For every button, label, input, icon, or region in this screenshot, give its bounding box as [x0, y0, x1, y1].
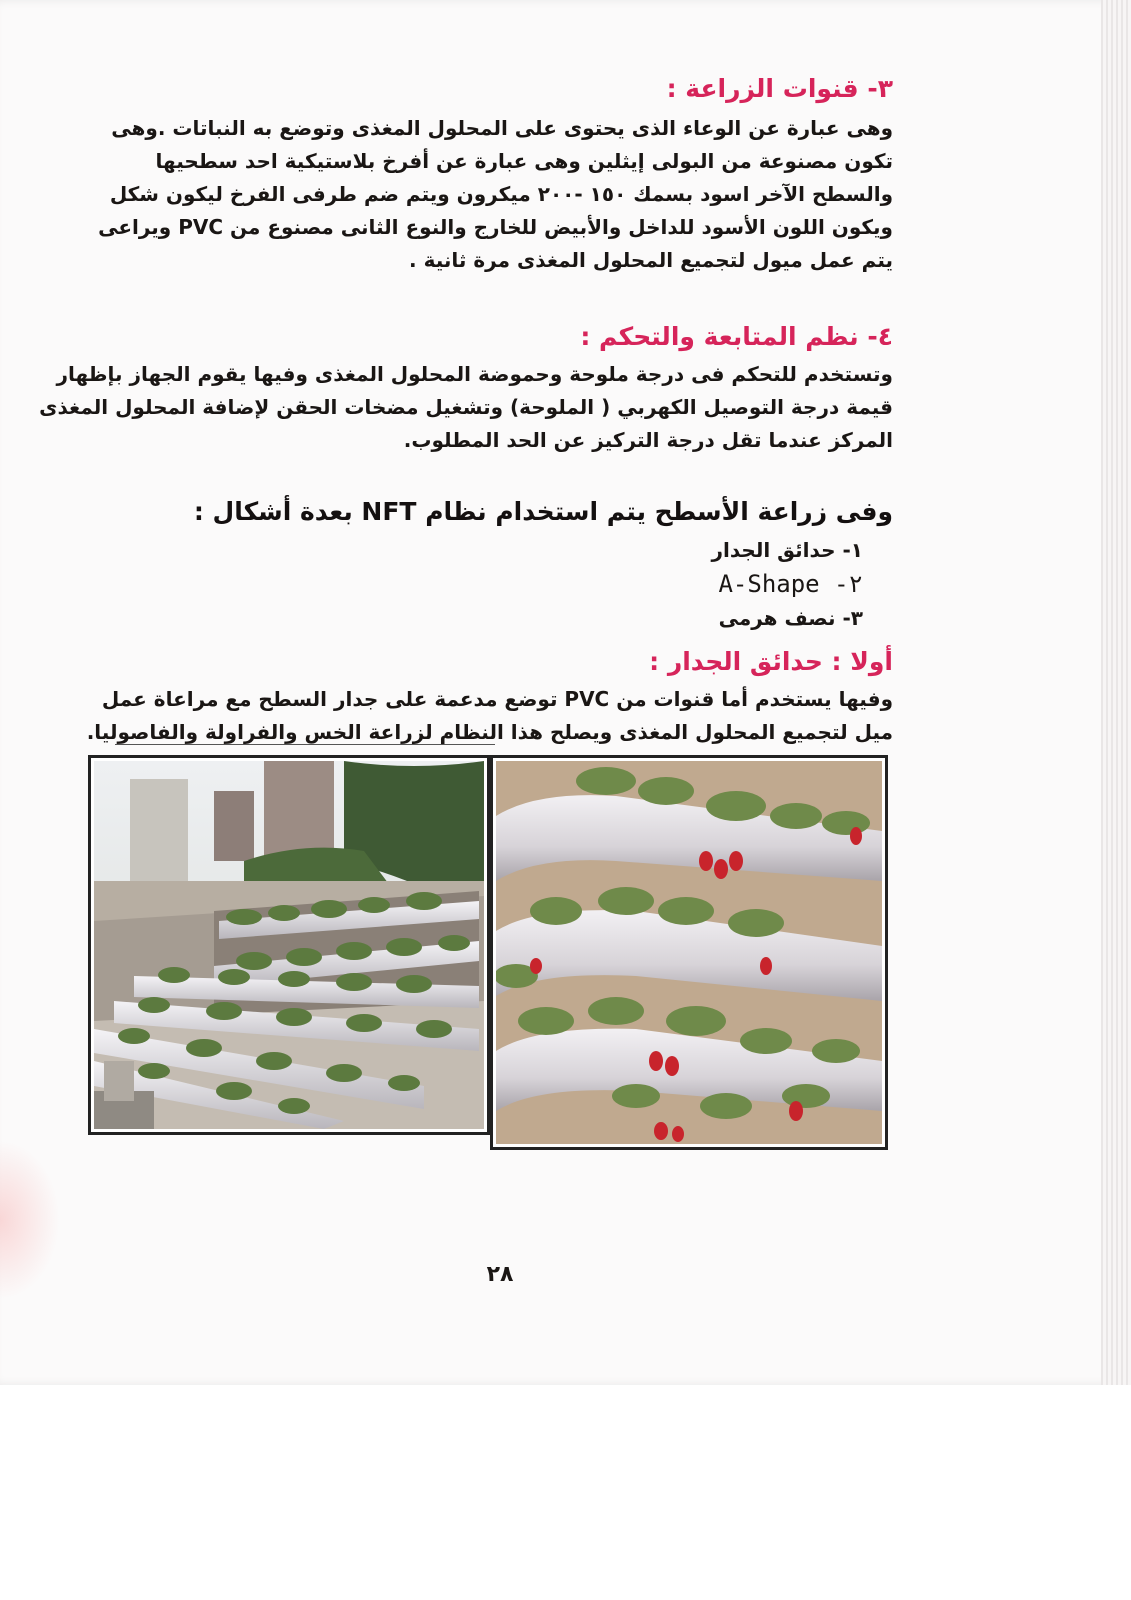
- section-3: [98, 72, 893, 277]
- wall-gardens-line-1: وفيها يستخدم أما قنوات من PVC توضع مدعمة على جدار السطح مع مراعاة عمل: [101, 687, 893, 711]
- photo-top-rule: [115, 744, 495, 745]
- rooftop-heading: وفى زراعة الأسطح يتم استخدام نظام NFT بعدة أشكال :: [193, 497, 893, 526]
- rooftop-item-1: ١- حدائق الجدار: [711, 538, 863, 562]
- rooftop-item-3: ٣- نصف هرمى: [718, 606, 863, 630]
- section-3-line-5: يتم عمل ميول لتجميع المحلول المغذى مرة ثانية .: [409, 248, 893, 272]
- strawberry-pvc-image: [496, 761, 882, 1144]
- wall-gardens-heading: أولا : حدائق الجدار :: [649, 647, 893, 676]
- rooftop-item-2: ٢- A-Shape: [718, 570, 863, 598]
- section-3-line-4: ويكون اللون الأسود للداخل والأبيض للخارج والنوع الثانى مصنوع من PVC ويراعى: [98, 215, 893, 239]
- rooftop-section: [123, 493, 893, 635]
- wall-gardens-line-2: ميل لتجميع المحلول المغذى ويصلح هذا النظام لزراعة الخس والفراولة والفاصوليا.: [86, 720, 893, 744]
- rooftop-wall-garden-image: [94, 761, 484, 1129]
- page-number: ٢٨: [486, 1262, 514, 1287]
- strawberry-pvc-photo: [490, 755, 888, 1150]
- rooftop-wall-garden-photo: [88, 755, 490, 1135]
- section-4-heading: ٤- نظم المتابعة والتحكم :: [580, 322, 893, 351]
- section-3-heading: ٣- قنوات الزراعة :: [666, 74, 893, 103]
- pvc-channels: [496, 795, 882, 1111]
- wall-gardens-section: [86, 645, 893, 749]
- pink-stain: [0, 1140, 60, 1300]
- section-4: [39, 320, 893, 457]
- section-3-line-2: تكون مصنوعة من البولى إيثلين وهى عبارة عن أفرخ بلاستيكية احد سطحيها: [155, 149, 893, 173]
- page-edge-stack: [1101, 0, 1131, 1385]
- section-4-line-2: قيمة درجة التوصيل الكهربي ( الملوحة) وتشغيل مضخات الحقن لإضافة المحلول المغذى: [39, 395, 893, 419]
- section-3-line-3: والسطح الآخر اسود بسمك ١٥٠ -٢٠٠ ميكرون ويتم ضم طرفى الفرخ ليكون شكل: [109, 182, 893, 206]
- section-3-line-1: وهى عبارة عن الوعاء الذى يحتوى على المحلول المغذى وتوضع به النباتات .وهى: [111, 116, 893, 140]
- section-4-line-3: المركز عندما تقل درجة التركيز عن الحد المطلوب.: [403, 428, 893, 452]
- section-4-line-1: وتستخدم للتحكم فى درجة ملوحة وحموضة المحلول المغذى وفيها يقوم الجهاز بإظهار: [56, 362, 893, 386]
